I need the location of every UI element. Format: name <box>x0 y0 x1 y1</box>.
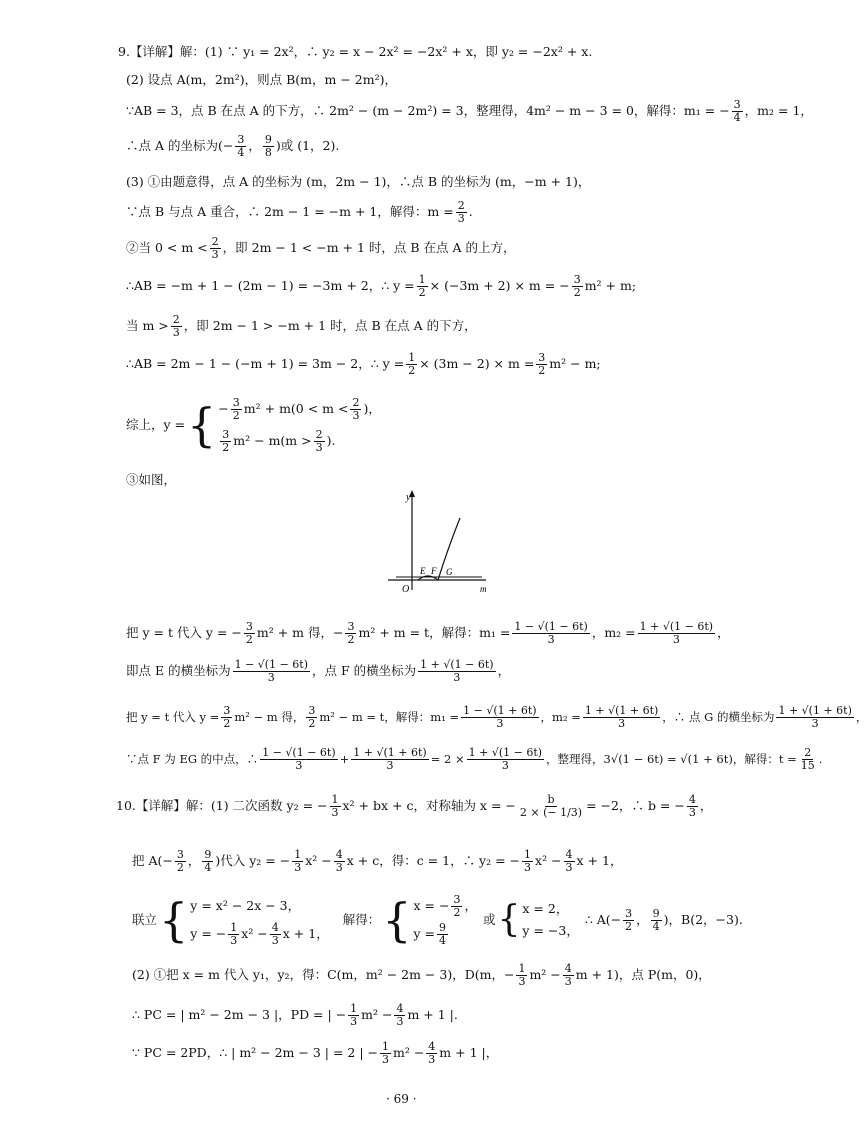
denominator: 3 <box>811 716 819 730</box>
text: ，整理得，3√(1 − 6t) = √(1 + 6t)，解得：t = <box>546 752 797 766</box>
text: × (−3m + 2) × m = − <box>429 278 570 293</box>
denominator: 3 <box>335 860 343 874</box>
denominator: 3 <box>564 974 572 988</box>
denominator: 2 <box>453 905 461 919</box>
text: 当 m > <box>126 318 169 333</box>
numerator: 4 <box>396 1001 404 1015</box>
text: ∴ PC = | m² − 2m − 3 |，PD = | − <box>132 1007 347 1022</box>
denominator: 4 <box>204 860 212 874</box>
denominator: 3 <box>547 632 555 646</box>
y-label: y <box>406 492 411 503</box>
fraction <box>348 1003 359 1028</box>
brace: { <box>497 899 521 940</box>
numerator: 2 <box>315 427 323 441</box>
numerator: 3 <box>232 395 240 409</box>
text: (2) ①把 x = m 代入 y₁，y₂，得：C(m，m² − 2m − 3)，D(m，− <box>132 967 515 982</box>
denominator: 8 <box>264 145 272 159</box>
denominator: 3 <box>672 632 680 646</box>
p10-line-4 <box>132 960 711 990</box>
numerator: 1 <box>408 350 416 364</box>
numerator: 4 <box>688 792 696 806</box>
origin-label: O <box>402 584 410 595</box>
fraction <box>220 429 231 454</box>
page-number: · 69 · <box>386 1092 417 1106</box>
numerator: 1 <box>381 1039 389 1053</box>
text: − <box>218 401 229 416</box>
text: 联立 <box>132 912 158 927</box>
numerator: 3 <box>347 619 355 633</box>
text: 把 y = t 代入 y = − <box>126 625 242 640</box>
denominator: 2 <box>245 632 253 646</box>
fraction <box>233 659 310 684</box>
fraction <box>638 621 715 646</box>
numerator: 1 + √(1 + 6t) <box>584 703 659 717</box>
denominator: 2 <box>573 285 581 299</box>
system-3-row-2 <box>522 920 578 942</box>
fraction <box>564 849 575 874</box>
numerator: 4 <box>565 847 573 861</box>
denominator: 4 <box>439 933 447 947</box>
numerator: 2 <box>804 745 812 759</box>
text: m² − <box>361 1007 393 1022</box>
text: x = 2， <box>522 901 569 916</box>
denominator: 3 <box>501 758 509 772</box>
denominator: 3 <box>386 758 394 772</box>
text: (3) ①由题意得，点 A 的坐标为 (m，2m − 1)，∴点 B 的坐标为 (m，−m + 1)， <box>126 174 591 189</box>
fraction <box>461 705 538 730</box>
text: ， <box>248 138 261 153</box>
fraction <box>623 908 634 933</box>
denominator: 3 <box>315 440 323 454</box>
text: m² − m(m > <box>233 433 312 448</box>
fraction <box>451 894 462 919</box>
denominator: 3 <box>294 860 302 874</box>
text: y = x² − 2x − 3， <box>190 898 301 913</box>
text: ∴AB = 2m − 1 − (−m + 1) = 3m − 2，∴ y = <box>126 356 405 371</box>
numerator: 3 <box>237 132 245 146</box>
denominator: 2 <box>176 860 184 874</box>
numerator: 3 <box>573 272 581 286</box>
fraction <box>418 659 495 684</box>
text: . <box>468 204 473 219</box>
fraction <box>330 794 341 819</box>
denominator: 4 <box>237 145 245 159</box>
numerator: 1 − √(1 − 6t) <box>262 745 336 759</box>
fraction <box>572 274 583 299</box>
numerator: 9 <box>204 847 212 861</box>
text: ②当 0 < m < <box>126 240 208 255</box>
text: 把 y = t 代入 y = <box>126 710 220 724</box>
text: ， <box>464 898 477 913</box>
text: x² + bx + c，对称轴为 x = − <box>342 798 516 813</box>
denominator: 3 <box>271 933 279 947</box>
denominator: 3 <box>524 860 532 874</box>
text: 把 A(− <box>132 853 173 868</box>
numerator: 3 <box>245 619 253 633</box>
text: m² − m 得， <box>234 710 305 724</box>
numerator: 3 <box>223 703 231 717</box>
text: m² − <box>529 967 561 982</box>
denominator: 15 <box>800 758 815 772</box>
numerator: 1 − √(1 + 6t) <box>463 703 537 717</box>
p9-line-2 <box>126 72 397 88</box>
numerator: 1 + √(1 − 6t) <box>468 745 543 759</box>
p10-line-3-systems <box>132 886 743 954</box>
p9-line-12 <box>126 472 176 488</box>
fraction <box>512 621 589 646</box>
denominator: 2 <box>232 408 240 422</box>
text: m² − <box>392 1045 425 1060</box>
numerator: 3 <box>538 350 546 364</box>
p9-line-3 <box>126 98 813 124</box>
fraction <box>583 705 660 730</box>
system-1-row-1 <box>190 895 328 917</box>
numerator: 1 <box>518 961 526 975</box>
p9-line-10 <box>126 350 601 378</box>
text: x + 1， <box>282 926 329 941</box>
p9-line-4 <box>126 132 339 160</box>
text: ，m₂ = <box>591 625 636 640</box>
label-g: G <box>446 567 453 577</box>
numerator: 9 <box>652 906 660 920</box>
denominator: 2 <box>223 716 231 730</box>
p9-line-9 <box>126 312 477 340</box>
text: x + 1， <box>576 853 623 868</box>
denominator: 3 <box>211 247 219 261</box>
fraction <box>306 705 317 730</box>
denominator: 3 <box>496 716 504 730</box>
fraction <box>260 747 337 772</box>
numerator: 1 <box>230 920 238 934</box>
numerator: b <box>547 792 555 806</box>
fraction <box>651 908 662 933</box>
p9-line-14 <box>126 656 510 686</box>
text: ，m₂ = 1， <box>744 103 813 118</box>
numerator: 1 + √(1 + 6t) <box>353 745 427 759</box>
text: ∵AB = 3，点 B 在点 A 的下方，∴ 2m² − (m − 2m²) = 3，整理得，4m² − m − 3 = 0，解得：m₁ = − <box>126 103 730 118</box>
numerator: 3 <box>222 427 230 441</box>
denominator: 3 <box>565 860 573 874</box>
numerator: 4 <box>428 1039 436 1053</box>
text: 10.【详解】解：(1) 二次函数 y₂ = − <box>116 798 328 813</box>
fraction <box>292 849 303 874</box>
brace: { <box>382 893 412 947</box>
text: 解得： <box>342 912 381 927</box>
text: )或 (1，2). <box>275 138 340 153</box>
brace: { <box>159 893 189 947</box>
numerator: 3 <box>176 847 184 861</box>
denominator: 2 <box>538 363 546 377</box>
numerator: 9 <box>439 920 447 934</box>
p10-line-2 <box>132 846 622 876</box>
text: ， <box>699 798 713 813</box>
p9-line-1 <box>118 44 592 60</box>
text: )，B(2，−3). <box>663 912 743 927</box>
fraction <box>406 352 417 377</box>
system-2 <box>413 892 477 947</box>
fraction <box>351 747 428 772</box>
numerator: 2 <box>211 234 219 248</box>
text: ，m₂ = <box>540 710 581 724</box>
text: m + 1 |， <box>439 1045 499 1060</box>
p9-line-7 <box>126 234 516 262</box>
text: = 2 × <box>430 752 465 766</box>
text: m² + m; <box>584 278 637 293</box>
fraction <box>171 314 182 339</box>
text: m² + m = t，解得：m₁ = <box>358 625 511 640</box>
numerator: 3 <box>625 906 633 920</box>
text: 即点 E 的横坐标为 <box>126 663 231 678</box>
p9-line-5 <box>126 174 590 190</box>
p10-line-5 <box>132 1000 458 1030</box>
text: x + c，得：c = 1，∴ y₂ = − <box>346 853 521 868</box>
text: ， <box>855 710 867 724</box>
p9-line-15 <box>126 702 867 732</box>
numerator: 1 + √(1 + 6t) <box>778 703 852 717</box>
numerator: 9 <box>264 132 272 146</box>
fraction <box>417 274 428 299</box>
fraction <box>221 705 232 730</box>
text: x² − <box>241 926 268 941</box>
denominator: 3 <box>396 1014 404 1028</box>
fraction <box>516 963 527 988</box>
label-f: F <box>431 566 437 576</box>
parabola-graph <box>382 488 492 598</box>
denominator: 3 <box>688 805 696 819</box>
text: ，点 F 的横坐标为 <box>312 663 417 678</box>
denominator: 3 <box>428 1052 436 1066</box>
fraction <box>467 747 544 772</box>
fraction <box>536 352 547 377</box>
text: ， <box>717 625 730 640</box>
fraction <box>563 963 574 988</box>
text: y = −3， <box>522 923 579 938</box>
fraction <box>456 200 467 225</box>
text: ∴点 A 的坐标为(− <box>126 138 234 153</box>
fraction <box>210 236 221 261</box>
numerator: 2 <box>457 198 465 212</box>
text: ，∴ 点 G 的横坐标为 <box>662 710 775 724</box>
denominator: 3 <box>352 408 360 422</box>
denominator: 2 <box>222 440 230 454</box>
system-2-row-1 <box>413 892 477 919</box>
fraction <box>394 1003 405 1028</box>
numerator: 1 − √(1 − 6t) <box>234 657 309 671</box>
denominator: 3 <box>267 670 275 684</box>
fraction <box>380 1041 391 1066</box>
text: m + 1 |. <box>407 1007 458 1022</box>
text: m² + m(0 < m < <box>243 401 349 416</box>
system-3 <box>522 898 578 942</box>
fraction <box>522 849 533 874</box>
case-2 <box>218 427 381 454</box>
text: x² − <box>305 853 332 868</box>
denominator: 3 <box>350 1014 358 1028</box>
text: ， <box>497 663 511 678</box>
text: m + 1)，点 P(m，0)， <box>575 967 711 982</box>
label-e: E <box>420 566 426 576</box>
p10-line-6 <box>132 1038 498 1068</box>
numerator: 1 <box>350 1001 358 1015</box>
p10-line-1 <box>116 786 712 826</box>
text: x = − <box>413 898 450 913</box>
numerator: 2 <box>172 312 180 326</box>
text: ∵点 B 与点 A 重合，∴ 2m − 1 = −m + 1，解得：m = <box>126 204 454 219</box>
text: y = <box>413 926 436 941</box>
numerator: 1 − √(1 − 6t) <box>514 619 588 633</box>
brace: { <box>187 398 217 452</box>
denominator: 2 × (− 1/3) <box>519 805 583 819</box>
numerator: 2 <box>352 395 360 409</box>
text: 或 <box>482 912 496 927</box>
numerator: 3 <box>453 892 461 906</box>
denominator: 3 <box>618 716 626 730</box>
numerator: 3 <box>308 703 316 717</box>
text: + <box>339 752 350 766</box>
text: 综上，y = <box>126 417 186 432</box>
denominator: 2 <box>347 632 355 646</box>
text: ， <box>636 912 649 927</box>
text: ∵ PC = 2PD，∴ | m² − 2m − 3 | = 2 | − <box>132 1045 378 1060</box>
system-1 <box>190 895 328 945</box>
numerator: 3 <box>733 97 741 111</box>
fraction <box>314 429 325 454</box>
text: x² − <box>535 853 562 868</box>
denominator: 2 <box>418 285 426 299</box>
numerator: 1 + √(1 − 6t) <box>639 619 714 633</box>
text: ，即 2m − 1 < −m + 1 时，点 B 在点 A 的上方， <box>222 240 516 255</box>
m-label: m <box>480 584 487 594</box>
system-3-row-1 <box>522 898 578 920</box>
fraction <box>426 1041 437 1066</box>
text: ∵点 F 为 EG 的中点，∴ <box>126 752 259 766</box>
fraction <box>687 794 698 819</box>
fraction <box>202 849 213 874</box>
fraction <box>776 705 853 730</box>
fraction <box>244 621 255 646</box>
numerator: 1 <box>418 272 426 286</box>
p9-line-11-piecewise <box>126 390 381 460</box>
fraction <box>799 747 817 772</box>
p9-line-13 <box>126 618 730 648</box>
text: m² − m = t，解得：m₁ = <box>319 710 460 724</box>
fraction <box>437 922 448 947</box>
denominator: 3 <box>518 974 526 988</box>
text: y = − <box>190 926 227 941</box>
numerator: 1 <box>331 792 339 806</box>
fraction <box>175 849 186 874</box>
text: )代入 y₂ = − <box>215 853 291 868</box>
fraction <box>263 134 274 159</box>
denominator: 4 <box>652 919 660 933</box>
numerator: 1 <box>524 847 532 861</box>
p9-line-8 <box>126 272 636 300</box>
p9-line-16 <box>126 744 822 774</box>
denominator: 2 <box>625 919 633 933</box>
text: m² + m 得，− <box>256 625 344 640</box>
numerator: 1 + √(1 − 6t) <box>420 657 494 671</box>
denominator: 2 <box>408 363 416 377</box>
text: )， <box>363 401 381 416</box>
numerator: 4 <box>564 961 572 975</box>
fraction <box>518 794 584 819</box>
denominator: 3 <box>453 670 461 684</box>
text: ③如图， <box>126 472 177 487</box>
denominator: 3 <box>457 211 465 225</box>
fraction <box>235 134 246 159</box>
fraction <box>350 397 361 422</box>
p9-line-6 <box>126 198 473 226</box>
system-1-row-2 <box>190 920 329 947</box>
text: ). <box>326 433 336 448</box>
text: = −2，∴ b = − <box>586 798 685 813</box>
denominator: 3 <box>331 805 339 819</box>
text: ， <box>187 853 201 868</box>
denominator: 3 <box>295 758 303 772</box>
denominator: 3 <box>172 325 180 339</box>
fraction <box>345 621 356 646</box>
fraction <box>732 99 743 124</box>
case-1 <box>218 395 381 422</box>
text: (2) 设点 A(m，2m²)，则点 B(m，m − 2m²)， <box>126 72 397 87</box>
text: 9.【详解】解：(1) ∵ y₁ = 2x²，∴ y₂ = x − 2x² = −2x² + x，即 y₂ = −2x² + x. <box>118 44 593 59</box>
denominator: 4 <box>733 110 741 124</box>
piecewise-cases <box>218 395 381 454</box>
denominator: 2 <box>308 716 316 730</box>
fraction <box>228 922 239 947</box>
denominator: 3 <box>381 1052 389 1066</box>
numerator: 4 <box>271 920 279 934</box>
text: ，即 2m − 1 > −m + 1 时，点 B 在点 A 的下方， <box>183 318 477 333</box>
text: ∴AB = −m + 1 − (2m − 1) = −3m + 2，∴ y = <box>126 278 415 293</box>
text: . <box>818 752 823 766</box>
text: × (3m − 2) × m = <box>419 356 535 371</box>
text: m² − m; <box>549 356 601 371</box>
numerator: 1 <box>294 847 302 861</box>
numerator: 4 <box>335 847 343 861</box>
fraction <box>334 849 345 874</box>
system-2-row-2 <box>413 920 477 947</box>
fraction <box>231 397 242 422</box>
denominator: 3 <box>230 933 238 947</box>
text: ∴ A(− <box>584 912 622 927</box>
fraction <box>270 922 281 947</box>
